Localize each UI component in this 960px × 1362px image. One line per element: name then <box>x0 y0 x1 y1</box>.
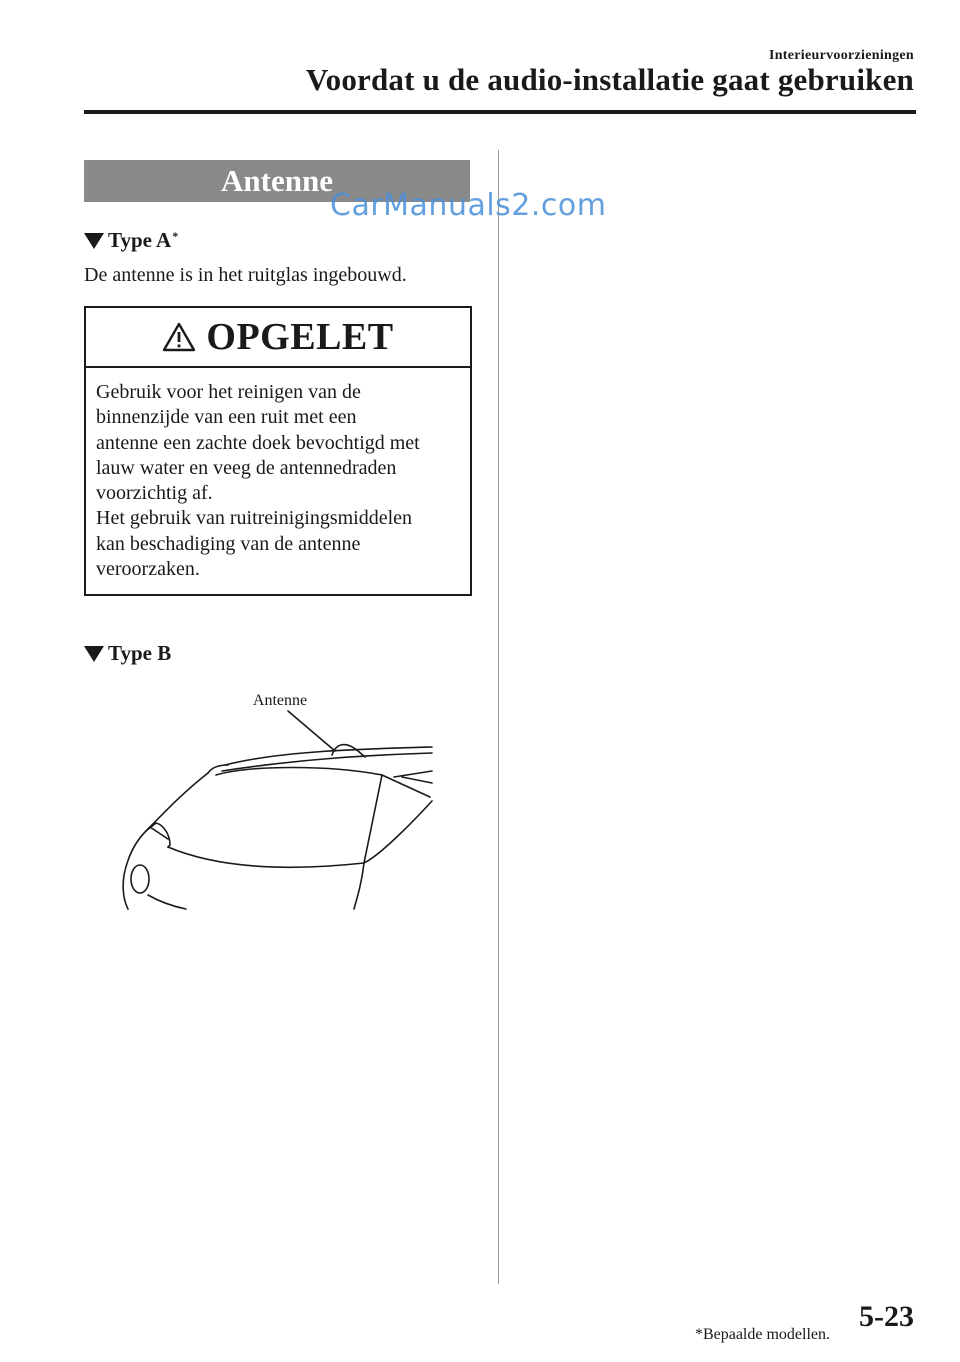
caution-line: binnenzijde van een ruit met een <box>96 406 357 429</box>
caution-line: kan beschadiging van de antenne <box>96 532 361 555</box>
header-rule <box>84 110 916 114</box>
diagram-label-antenne: Antenne <box>252 692 308 709</box>
caution-header <box>86 308 470 368</box>
type-b-heading <box>84 641 171 666</box>
caution-line: veroorzaken. <box>96 558 200 581</box>
type-a-heading <box>84 228 178 253</box>
model-marker: * <box>172 229 179 243</box>
type-a-heading-text: Type A <box>108 228 172 252</box>
caution-title: OPGELET <box>206 316 394 358</box>
footnote: *Bepaalde modellen. <box>694 1326 830 1343</box>
triangle-bullet-icon <box>84 646 104 662</box>
triangle-bullet-icon <box>84 233 104 249</box>
car-rear-illustration <box>110 685 450 915</box>
warning-triangle-icon <box>162 322 196 352</box>
antenna-diagram <box>110 685 450 920</box>
section-banner: Antenne <box>84 160 470 202</box>
caution-line: Gebruik voor het reinigen van de <box>96 381 361 403</box>
page-number: 5-23 <box>859 1300 914 1333</box>
type-a-body: De antenne is in het ruitglas ingebouwd. <box>84 264 407 286</box>
caution-box <box>84 306 472 596</box>
caution-body <box>86 368 470 582</box>
caution-line: Het gebruik van ruitreinigingsmiddelen <box>96 507 413 530</box>
caution-line: voorzichtig af. <box>96 482 213 505</box>
column-divider <box>498 150 499 1284</box>
type-b-heading-text: Type B <box>108 641 172 665</box>
caution-line: lauw water en veeg de antennedraden <box>96 456 397 479</box>
chapter-title: Voordat u de audio-installatie gaat gebruiken <box>305 62 914 97</box>
caution-line: antenne een zachte doek bevochtigd met <box>96 431 420 454</box>
watermark: CarManuals2.com <box>330 188 607 223</box>
section-header: Interieurvoorzieningen <box>768 48 914 63</box>
